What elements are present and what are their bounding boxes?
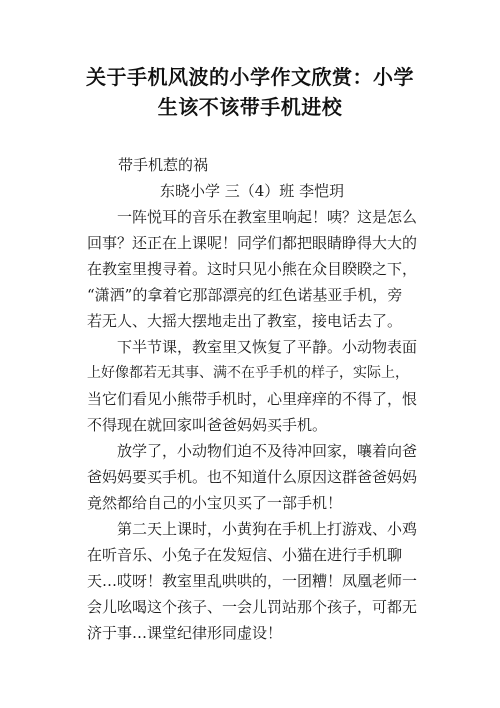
- body-line: 第二天上课时，小黄狗在手机上打游戏、小鸡: [87, 520, 418, 538]
- body-line: 若无人、大摇大摆地走出了教室，接电话去了。: [87, 312, 403, 330]
- body-line: 济于事…课堂纪律形同虚设！: [87, 624, 283, 642]
- body-line: 爸妈妈要买手机。也不知道什么原因这群爸爸妈妈: [87, 468, 418, 486]
- body-line: 不得现在就回家叫爸爸妈妈买手机。: [87, 416, 328, 434]
- body-line: 回事？还正在上课呢！同学们都把眼睛睁得大大的: [87, 234, 418, 252]
- body-line: 当它们看见小熊带手机时，心里痒痒的不得了，恨: [87, 390, 418, 408]
- body-line: 放学了，小动物们迫不及待冲回家，嚷着向爸: [87, 442, 418, 460]
- article-title-line-1: 关于手机风波的小学作文欣赏：小学: [86, 65, 414, 89]
- body-line: 下半节课，教室里又恢复了平静。小动物表面: [87, 338, 418, 356]
- body-line: 天…哎呀！教室里乱哄哄的，一团糟！凤凰老师一: [87, 572, 418, 590]
- body-line: 竟然都给自己的小宝贝买了一部手机！: [87, 494, 343, 512]
- essay-title: 带手机惹的祸: [118, 156, 209, 174]
- body-line: 一阵悦耳的音乐在教室里响起！咦？这是怎么: [87, 208, 418, 226]
- body-line: 上好像都若无其事、满不在乎手机的样子，实际上，: [87, 365, 409, 381]
- body-line: 在听音乐、小兔子在发短信、小猫在进行手机聊: [87, 546, 403, 564]
- body-line: 在教室里搜寻着。这时只见小熊在众目睽睽之下，: [87, 260, 418, 278]
- author-byline: 东晓小学 三（4）班 李恺玥: [160, 182, 345, 200]
- body-line: 会儿吆喝这个孩子、一会儿罚站那个孩子，可都无: [87, 598, 418, 616]
- body-line: “潇洒”的拿着它那部漂亮的红色诺基亚手机，旁: [87, 286, 403, 304]
- article-title-line-2: 生该不该带手机进校: [157, 95, 343, 119]
